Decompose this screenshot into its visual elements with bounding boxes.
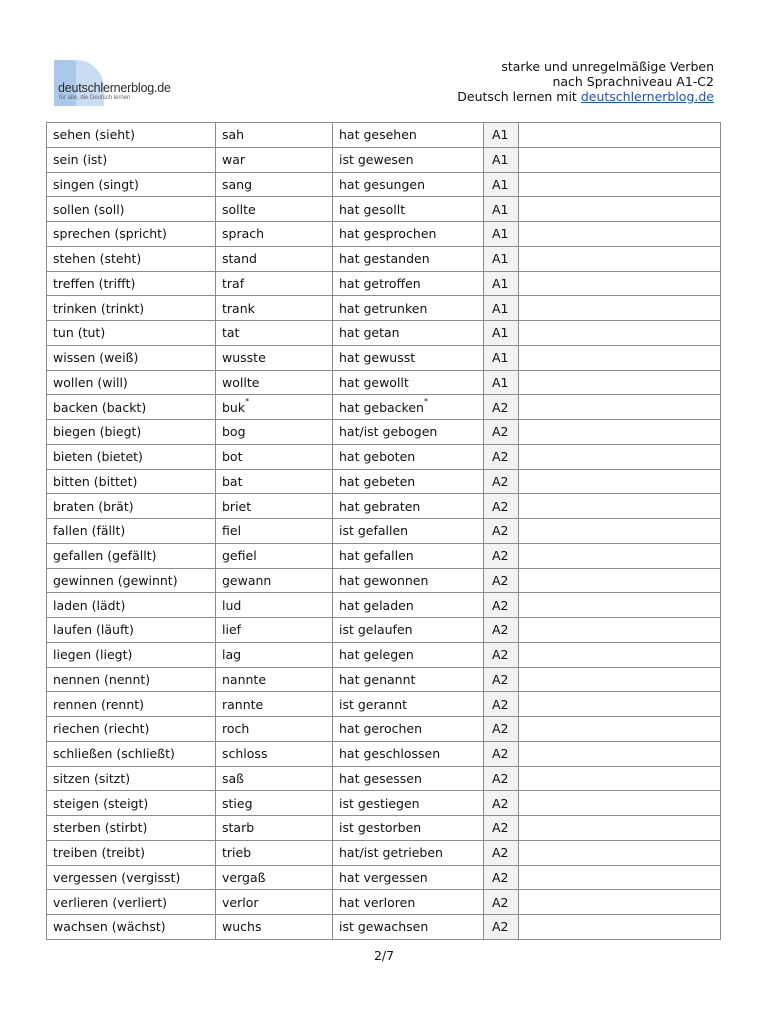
table-row	[47, 692, 721, 717]
cell-notes	[519, 667, 721, 692]
cell-notes	[519, 642, 721, 667]
cell-praeteritum: trieb	[216, 840, 333, 865]
table-row	[47, 321, 721, 346]
cell-infinitive: tun (tut)	[47, 321, 216, 346]
cell-praeteritum: bat	[216, 469, 333, 494]
cell-level: A1	[484, 172, 519, 197]
table-row	[47, 172, 721, 197]
cell-praeteritum: roch	[216, 717, 333, 742]
cell-perfekt: hat gewollt	[333, 370, 484, 395]
verb-table	[46, 122, 721, 940]
footnote-marker: *	[423, 396, 428, 406]
cell-level: A2	[484, 395, 519, 420]
header-link-prefix: Deutsch lernen mit	[457, 89, 581, 104]
cell-perfekt: hat getroffen	[333, 271, 484, 296]
cell-praeteritum: saß	[216, 766, 333, 791]
cell-praeteritum: rannte	[216, 692, 333, 717]
cell-notes	[519, 197, 721, 222]
cell-level: A2	[484, 543, 519, 568]
cell-praeteritum: gewann	[216, 568, 333, 593]
table-row	[47, 246, 721, 271]
cell-notes	[519, 593, 721, 618]
footnote-marker: *	[245, 396, 250, 406]
cell-infinitive: bieten (bietet)	[47, 444, 216, 469]
logo-tagline: für alle, die Deutsch lernen	[59, 95, 131, 101]
table-row	[47, 147, 721, 172]
cell-infinitive: gewinnen (gewinnt)	[47, 568, 216, 593]
cell-notes	[519, 395, 721, 420]
cell-perfekt: ist gerannt	[333, 692, 484, 717]
cell-infinitive: backen (backt)	[47, 395, 216, 420]
cell-praeteritum: sang	[216, 172, 333, 197]
cell-level: A2	[484, 519, 519, 544]
cell-notes	[519, 172, 721, 197]
table-row	[47, 593, 721, 618]
table-row	[47, 816, 721, 841]
cell-perfekt: hat geboten	[333, 444, 484, 469]
cell-notes	[519, 543, 721, 568]
cell-level: A2	[484, 741, 519, 766]
cell-notes	[519, 494, 721, 519]
cell-infinitive: vergessen (vergisst)	[47, 865, 216, 890]
cell-level: A1	[484, 222, 519, 247]
cell-infinitive: steigen (steigt)	[47, 791, 216, 816]
page-header	[457, 59, 714, 104]
cell-perfekt: hat gewusst	[333, 345, 484, 370]
cell-level: A2	[484, 420, 519, 445]
table-row	[47, 791, 721, 816]
cell-praeteritum: buk*	[216, 395, 333, 420]
table-row	[47, 370, 721, 395]
cell-notes	[519, 890, 721, 915]
cell-level: A1	[484, 271, 519, 296]
cell-praeteritum: bog	[216, 420, 333, 445]
cell-level: A1	[484, 321, 519, 346]
table-row	[47, 543, 721, 568]
cell-perfekt: hat verloren	[333, 890, 484, 915]
cell-praeteritum: traf	[216, 271, 333, 296]
table-row	[47, 618, 721, 643]
table-row	[47, 123, 721, 148]
table-row	[47, 494, 721, 519]
cell-perfekt: ist gelaufen	[333, 618, 484, 643]
cell-praeteritum: wuchs	[216, 915, 333, 940]
cell-perfekt: hat gebeten	[333, 469, 484, 494]
logo-text: deutschlernerblog.de	[58, 81, 171, 95]
cell-infinitive: gefallen (gefällt)	[47, 543, 216, 568]
cell-level: A1	[484, 197, 519, 222]
cell-infinitive: braten (brät)	[47, 494, 216, 519]
cell-notes	[519, 741, 721, 766]
cell-praeteritum: lud	[216, 593, 333, 618]
cell-level: A1	[484, 345, 519, 370]
table-row	[47, 271, 721, 296]
cell-perfekt: ist gefallen	[333, 519, 484, 544]
cell-perfekt: hat getrunken	[333, 296, 484, 321]
cell-praeteritum: trank	[216, 296, 333, 321]
table-row	[47, 717, 721, 742]
cell-level: A2	[484, 915, 519, 940]
cell-praeteritum: starb	[216, 816, 333, 841]
cell-notes	[519, 123, 721, 148]
table-row	[47, 642, 721, 667]
cell-notes	[519, 519, 721, 544]
table-row	[47, 568, 721, 593]
cell-perfekt: hat geladen	[333, 593, 484, 618]
cell-notes	[519, 271, 721, 296]
cell-notes	[519, 321, 721, 346]
cell-notes	[519, 246, 721, 271]
cell-infinitive: treiben (treibt)	[47, 840, 216, 865]
cell-notes	[519, 840, 721, 865]
cell-level: A1	[484, 147, 519, 172]
cell-praeteritum: lag	[216, 642, 333, 667]
table-row	[47, 741, 721, 766]
table-row	[47, 915, 721, 940]
table-row	[47, 345, 721, 370]
table-row	[47, 667, 721, 692]
cell-level: A2	[484, 469, 519, 494]
cell-infinitive: sehen (sieht)	[47, 123, 216, 148]
table-row	[47, 865, 721, 890]
cell-notes	[519, 568, 721, 593]
cell-perfekt: hat gestanden	[333, 246, 484, 271]
table-row	[47, 766, 721, 791]
cell-infinitive: sein (ist)	[47, 147, 216, 172]
cell-praeteritum: schloss	[216, 741, 333, 766]
cell-perfekt: ist gestorben	[333, 816, 484, 841]
cell-level: A2	[484, 890, 519, 915]
cell-infinitive: laufen (läuft)	[47, 618, 216, 643]
cell-infinitive: wissen (weiß)	[47, 345, 216, 370]
table-row	[47, 296, 721, 321]
table-row	[47, 222, 721, 247]
cell-level: A1	[484, 370, 519, 395]
cell-level: A2	[484, 494, 519, 519]
cell-infinitive: rennen (rennt)	[47, 692, 216, 717]
cell-level: A1	[484, 246, 519, 271]
cell-perfekt: ist gestiegen	[333, 791, 484, 816]
cell-infinitive: schließen (schließt)	[47, 741, 216, 766]
cell-perfekt: hat vergessen	[333, 865, 484, 890]
cell-level: A2	[484, 692, 519, 717]
cell-level: A2	[484, 444, 519, 469]
table-row	[47, 840, 721, 865]
cell-perfekt: hat gewonnen	[333, 568, 484, 593]
cell-level: A2	[484, 865, 519, 890]
cell-infinitive: liegen (liegt)	[47, 642, 216, 667]
cell-notes	[519, 147, 721, 172]
cell-praeteritum: wollte	[216, 370, 333, 395]
cell-notes	[519, 618, 721, 643]
cell-notes	[519, 915, 721, 940]
cell-infinitive: trinken (trinkt)	[47, 296, 216, 321]
cell-praeteritum: gefiel	[216, 543, 333, 568]
cell-infinitive: verlieren (verliert)	[47, 890, 216, 915]
cell-perfekt: ist gewesen	[333, 147, 484, 172]
cell-level: A2	[484, 593, 519, 618]
table-row	[47, 420, 721, 445]
cell-infinitive: sitzen (sitzt)	[47, 766, 216, 791]
cell-infinitive: riechen (riecht)	[47, 717, 216, 742]
cell-praeteritum: tat	[216, 321, 333, 346]
cell-perfekt: hat gebraten	[333, 494, 484, 519]
cell-notes	[519, 296, 721, 321]
cell-praeteritum: vergaß	[216, 865, 333, 890]
cell-praeteritum: bot	[216, 444, 333, 469]
cell-praeteritum: wusste	[216, 345, 333, 370]
cell-perfekt: hat gesessen	[333, 766, 484, 791]
cell-notes	[519, 444, 721, 469]
cell-perfekt: hat gesehen	[333, 123, 484, 148]
cell-level: A1	[484, 123, 519, 148]
cell-perfekt: hat gelegen	[333, 642, 484, 667]
cell-praeteritum: sprach	[216, 222, 333, 247]
cell-praeteritum: sah	[216, 123, 333, 148]
cell-praeteritum: stand	[216, 246, 333, 271]
cell-level: A1	[484, 296, 519, 321]
cell-perfekt: hat/ist gebogen	[333, 420, 484, 445]
cell-perfekt: hat genannt	[333, 667, 484, 692]
cell-notes	[519, 345, 721, 370]
cell-praeteritum: briet	[216, 494, 333, 519]
cell-praeteritum: lief	[216, 618, 333, 643]
cell-infinitive: fallen (fällt)	[47, 519, 216, 544]
cell-perfekt: hat gesollt	[333, 197, 484, 222]
cell-infinitive: laden (lädt)	[47, 593, 216, 618]
table-row	[47, 444, 721, 469]
cell-infinitive: sollen (soll)	[47, 197, 216, 222]
cell-infinitive: sterben (stirbt)	[47, 816, 216, 841]
header-title: starke und unregelmäßige Verben	[501, 59, 714, 74]
table-row	[47, 519, 721, 544]
page-number: 2/7	[373, 948, 395, 963]
cell-infinitive: singen (singt)	[47, 172, 216, 197]
cell-infinitive: bitten (bittet)	[47, 469, 216, 494]
cell-level: A2	[484, 618, 519, 643]
site-link[interactable]: deutschlernerblog.de	[580, 89, 714, 104]
cell-perfekt: hat gebacken*	[333, 395, 484, 420]
cell-infinitive: wollen (will)	[47, 370, 216, 395]
cell-infinitive: nennen (nennt)	[47, 667, 216, 692]
cell-level: A2	[484, 642, 519, 667]
cell-infinitive: biegen (biegt)	[47, 420, 216, 445]
cell-level: A2	[484, 717, 519, 742]
cell-notes	[519, 816, 721, 841]
cell-praeteritum: verlor	[216, 890, 333, 915]
cell-infinitive: stehen (steht)	[47, 246, 216, 271]
cell-perfekt: hat getan	[333, 321, 484, 346]
table-row	[47, 469, 721, 494]
table-row	[47, 197, 721, 222]
cell-perfekt: hat gesprochen	[333, 222, 484, 247]
cell-notes	[519, 865, 721, 890]
cell-perfekt: ist gewachsen	[333, 915, 484, 940]
cell-level: A2	[484, 840, 519, 865]
cell-perfekt: hat gesungen	[333, 172, 484, 197]
cell-perfekt: hat gefallen	[333, 543, 484, 568]
cell-infinitive: sprechen (spricht)	[47, 222, 216, 247]
cell-praeteritum: stieg	[216, 791, 333, 816]
cell-level: A2	[484, 791, 519, 816]
table-row	[47, 890, 721, 915]
cell-notes	[519, 766, 721, 791]
cell-praeteritum: war	[216, 147, 333, 172]
cell-praeteritum: sollte	[216, 197, 333, 222]
verb-table-body	[47, 123, 721, 940]
cell-notes	[519, 791, 721, 816]
header-link-line	[457, 89, 714, 104]
cell-notes	[519, 692, 721, 717]
cell-perfekt: hat geschlossen	[333, 741, 484, 766]
logo	[54, 60, 180, 106]
cell-infinitive: treffen (trifft)	[47, 271, 216, 296]
cell-notes	[519, 370, 721, 395]
cell-notes	[519, 469, 721, 494]
cell-praeteritum: fiel	[216, 519, 333, 544]
cell-perfekt: hat gerochen	[333, 717, 484, 742]
cell-level: A2	[484, 667, 519, 692]
table-row	[47, 395, 721, 420]
cell-notes	[519, 222, 721, 247]
cell-level: A2	[484, 568, 519, 593]
header-subtitle: nach Sprachniveau A1-C2	[552, 74, 714, 89]
cell-praeteritum: nannte	[216, 667, 333, 692]
cell-notes	[519, 420, 721, 445]
cell-level: A2	[484, 816, 519, 841]
cell-perfekt: hat/ist getrieben	[333, 840, 484, 865]
cell-level: A2	[484, 766, 519, 791]
cell-notes	[519, 717, 721, 742]
cell-infinitive: wachsen (wächst)	[47, 915, 216, 940]
